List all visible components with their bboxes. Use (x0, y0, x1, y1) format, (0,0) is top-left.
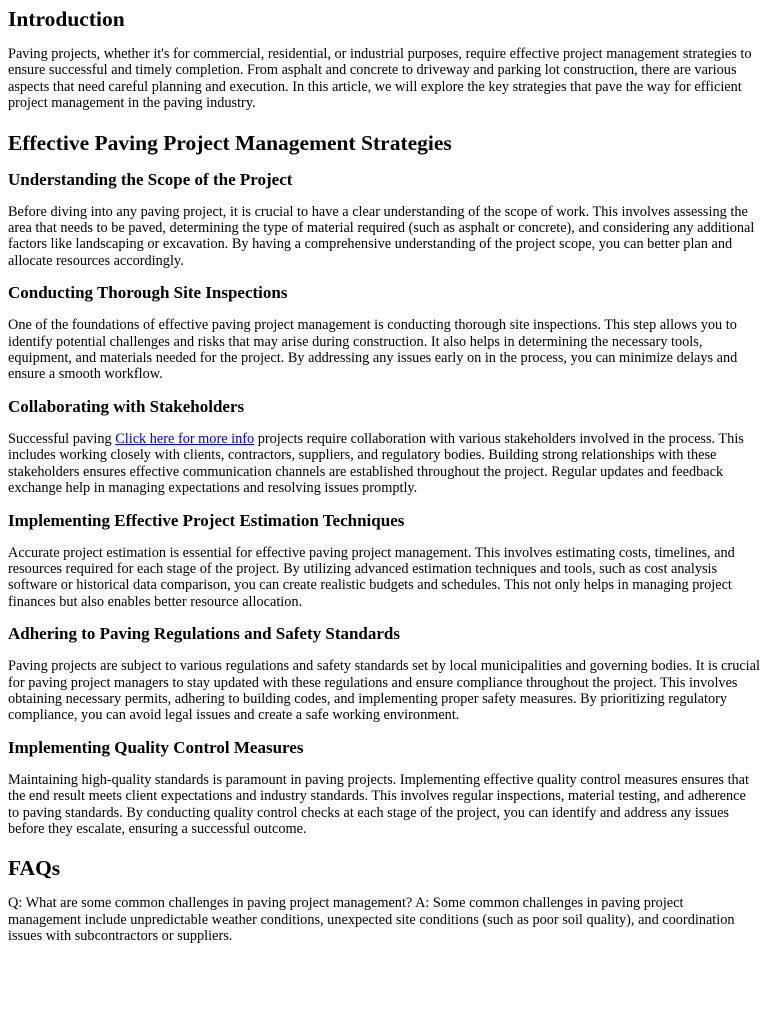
section-paragraph-scope: Before diving into any paving project, it is crucial to have a clear understanding of the scope of work. This involves assessing the area that needs to be paved, determining the type of material required (such as asphalt or concrete), and considering any additional factors like landscaping or excavation. By having a comprehensive understanding of the project scope, you can better plan and allocate resources accordingly. (8, 203, 755, 269)
section-paragraph-regulations: Paving projects are subject to various regulations and safety standards set by local municipalities and governing bodies. It is crucial for paving project managers to stay updated with these regulations and ensure compliance throughout the project. This involves obtaining necessary permits, adhering to building codes, and implementing proper safety measures. By prioritizing regulatory compliance, you can avoid legal issues and create a safe working environment. (8, 658, 760, 724)
section-heading-regulations: Adhering to Paving Regulations and Safety Standards (8, 624, 401, 644)
section-heading-scope: Understanding the Scope of the Project (8, 169, 293, 189)
section-heading-quality: Implementing Quality Control Measures (8, 737, 304, 757)
section-paragraph-inspections: One of the foundations of effective paving project management is conducting thorough site inspections. This step allows you to identify potential challenges and risks that may arise during construction. It also helps in determining the necessary tools, equipment, and materials needed for the project. By addressing any issues early on in the process, you can minimize delays and ensure a smooth workflow. (8, 317, 738, 383)
article (0, 6, 768, 945)
section-paragraph-estimation: Accurate project estimation is essential for effective paving project management. This involves estimating costs, timelines, and resources required for each stage of the project. By utilizing advanced estimation techniques and tools, such as cost analysis software or historical data comparison, you can create realistic budgets and schedules. This not only helps in managing project finances but also enables better resource allocation. (8, 544, 735, 610)
section-heading-stakeholders: Collaborating with Stakeholders (8, 396, 245, 416)
intro-heading: Introduction (8, 7, 125, 31)
section-heading-estimation: Implementing Effective Project Estimation Techniques (8, 510, 405, 530)
paragraph-text-after-link: projects require collaboration with various stakeholders involved in the process. This includes working closely with clients, contractors, suppliers, and regulatory bodies. Building strong relationships with these stakeholders ensures effective communication channels are established throughout the project. Regular updates and feedback exchange help in managing expectations and resolving issues promptly. (8, 430, 744, 497)
faqs-heading: FAQs (8, 856, 61, 881)
paragraph-text-before-link: Successful paving (8, 430, 116, 447)
section-heading-inspections: Conducting Thorough Site Inspections (8, 283, 288, 303)
intro-paragraph: Paving projects, whether it's for commercial, residential, or industrial purposes, require effective project management strategies to ensure successful and timely completion. From asphalt and concrete to driveway and parking lot construction, there are various aspects that need careful planning and execution. In this article, we will explore the key strategies that pave the way for efficient project management in the paving industry. (8, 46, 752, 112)
more-info-link[interactable]: Click here for more info (115, 430, 255, 447)
section-paragraph-stakeholders (8, 431, 760, 497)
main-heading: Effective Paving Project Management Strategies (8, 130, 452, 155)
faq-item: Q: What are some common challenges in paving project management? A: Some common challenges in paving project management include unpredictable weather conditions, unexpected site conditions (such as poor soil quality), and coordination issues with subcontractors or suppliers. (8, 895, 735, 945)
section-paragraph-quality: Maintaining high-quality standards is paramount in paving projects. Implementing effective quality control measures ensures that the end result meets client expectations and industry standards. This involves regular inspections, material testing, and adherence to paving standards. By conducting quality control checks at each stage of the project, you can identify and address any issues before they escalate, ensuring a successful outcome. (8, 771, 750, 837)
